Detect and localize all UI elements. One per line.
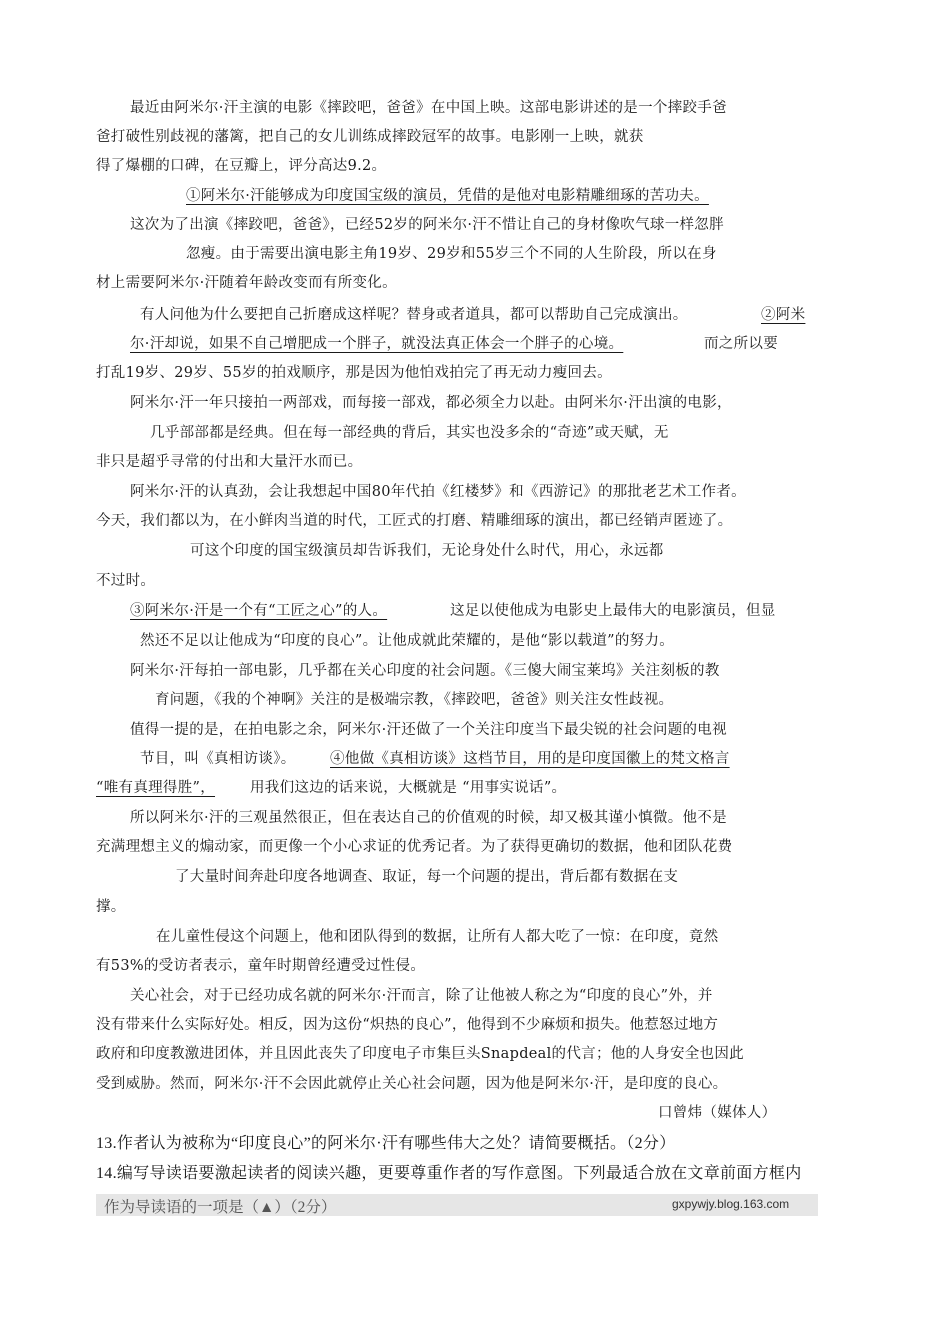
paragraph-line: 而之所以要: [704, 336, 778, 352]
underlined-sentence-4-end: “唯有真理得胜”，: [96, 780, 216, 796]
paragraph-line: 育问题，《我的个神啊》关注的是极端宗教，《摔跤吧，爸爸》则关注女性歧视。: [155, 692, 674, 708]
paragraph-line: 然还不足以让他成为“印度的良心”。让他成就此荣耀的，是他“影以载道”的努力。: [140, 633, 675, 649]
paragraph-line: 撑。: [96, 899, 126, 915]
paragraph-line: 可这个印度的国宝级演员却告诉我们，无论身处什么时代，用心，永远都: [190, 543, 664, 559]
watermark: gxpywjy.blog.163.com: [672, 1197, 790, 1211]
paragraph-line: 不过时。: [96, 573, 156, 589]
underlined-sentence-3: ③阿米尔·汗是一个有“工匠之心”的人。: [130, 603, 388, 619]
paragraph-line: 阿米尔·汗的认真劲，会让我想起中国80年代拍《红楼梦》和《西游记》的那批老艺术工作者。: [130, 484, 746, 500]
underlined-sentence-4: ④他做《真相访谈》这档节目，用的是印度国徽上的梵文格言: [330, 751, 730, 767]
paragraph-line: 用我们这边的话来说，大概就是 “用事实说话”。: [250, 780, 567, 796]
question-14-continued: 作为导读语的一项是（▲）（2分）: [104, 1199, 337, 1216]
paragraph-line: 有53%的受访者表示，童年时期曾经遭受过性侵。: [96, 958, 426, 974]
question-14: 14.编写导读语要激起读者的阅读兴趣，更要尊重作者的写作意图。下列最适合放在文章前面方框内: [96, 1165, 802, 1182]
paragraph-line: 打乱19岁、29岁、55岁的拍戏顺序，那是因为他怕戏拍完了再无动力瘦回去。: [96, 365, 612, 381]
paragraph-line: 最近由阿米尔·汗主演的电影《摔跤吧，爸爸》在中国上映。这部电影讲述的是一个摔跤手爸: [130, 100, 727, 116]
question-13: 13.作者认为被称为“印度良心”的阿米尔·汗有哪些伟大之处？请简要概括。（2分）: [96, 1135, 676, 1152]
paragraph-line: 今天，我们都以为，在小鲜肉当道的时代，工匠式的打磨、精雕细琢的演出，都已经销声匿迹了。: [96, 513, 733, 529]
author-credit: 口曾炜（媒体人）: [658, 1105, 777, 1121]
paragraph-line: 所以阿米尔·汗的三观虽然很正，但在表达自己的价值观的时候，却又极其谨小慎微。他不是: [130, 810, 727, 826]
paragraph-line: 这次为了出演《摔跤吧，爸爸》，已经52岁的阿米尔·汗不惜让自己的身材像吹气球一样忽胖: [130, 217, 724, 233]
paragraph-line: 爸打破性别歧视的藩篱，把自己的女儿训练成摔跤冠军的故事。电影刚一上映，就获: [96, 129, 644, 145]
paragraph-line: 材上需要阿米尔·汗随着年龄改变而有所变化。: [96, 275, 397, 291]
paragraph-line: 有人问他为什么要把自己折磨成这样呢？替身或者道具，都可以帮助自己完成演出。: [140, 307, 688, 323]
underlined-sentence-2: 尔·汗却说，如果不自己增肥成一个胖子，就没法真正体会一个胖子的心境。: [130, 336, 624, 352]
paragraph-line: 充满理想主义的煽动家，而更像一个小心求证的优秀记者。为了获得更确切的数据，他和团队花费: [96, 839, 733, 855]
paragraph-line: 得了爆棚的口碑，在豆瓣上，评分高达9.2。: [96, 158, 387, 174]
underlined-sentence-1: ①阿米尔·汗能够成为印度国宝级的演员，凭借的是他对电影精雕细琢的苦功夫。: [186, 188, 709, 204]
paragraph-line: 关心社会，对于已经功成名就的阿米尔·汗而言，除了让他被人称之为“印度的良心”外，并: [130, 988, 713, 1004]
paragraph-line: 没有带来什么实际好处。相反，因为这份“炽热的良心”，他得到不少麻烦和损失。他惹怒过地方: [96, 1017, 719, 1033]
paragraph-line: 阿米尔·汗每拍一部电影，几乎都在关心印度的社会问题。《三傻大闹宝莱坞》关注刻板的教: [130, 663, 720, 679]
paragraph-line: 在儿童性侵这个问题上，他和团队得到的数据，让所有人都大吃了一惊：在印度，竟然: [156, 929, 719, 945]
paragraph-line: 这足以使他成为电影史上最伟大的电影演员，但显: [450, 603, 776, 619]
paragraph-line: 了大量时间奔赴印度各地调查、取证，每一个问题的提出，背后都有数据在支: [175, 869, 679, 885]
paragraph-line: 忽瘦。由于需要出演电影主角19岁、29岁和55岁三个不同的人生阶段，所以在身: [186, 246, 717, 262]
paragraph-line: 非只是超乎寻常的付出和大量汗水而已。: [96, 454, 363, 470]
paragraph-line: 阿米尔·汗一年只接拍一两部戏，而每接一部戏，都必须全力以赴。由阿米尔·汗出演的电影，: [130, 395, 732, 411]
paragraph-line: 受到威胁。然而，阿米尔·汗不会因此就停止关心社会问题，因为他是阿米尔·汗，是印度的良心。: [96, 1076, 728, 1092]
paragraph-line: 几乎部部都是经典。但在每一部经典的背后，其实也没多余的“奇迹”或天赋，无: [150, 425, 669, 441]
paragraph-line: 节目，叫《真相访谈》。: [140, 751, 296, 767]
underlined-sentence-2-start: ②阿米: [761, 307, 806, 323]
paragraph-line: 值得一提的是，在拍电影之余，阿米尔·汗还做了一个关注印度当下最尖锐的社会问题的电视: [130, 722, 727, 738]
paragraph-line: 政府和印度教激进团体，并且因此丧失了印度电子市集巨头Snapdeal的代言；他的人身安全也因此: [96, 1046, 744, 1062]
